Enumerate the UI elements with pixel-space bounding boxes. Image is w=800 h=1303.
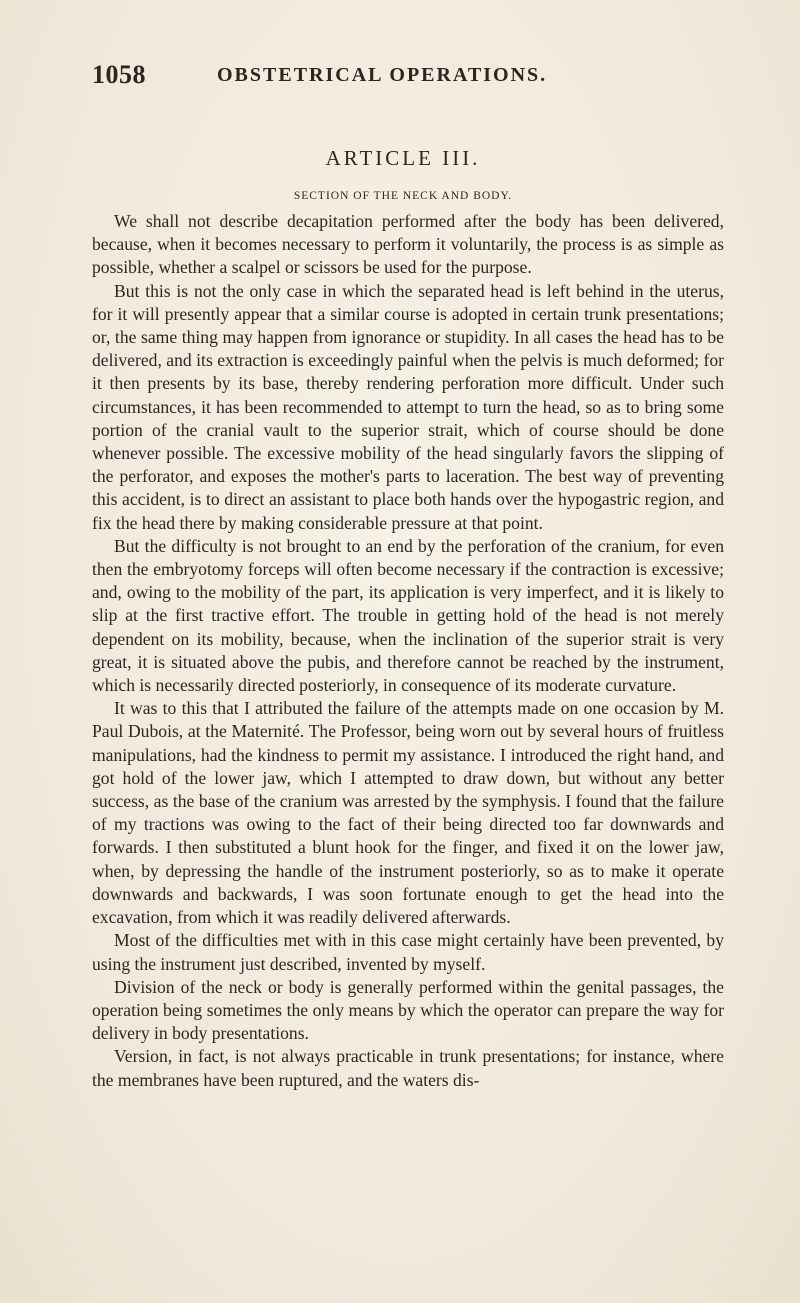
paragraph-4: It was to this that I attributed the failure of the attempts made on one occasion by M. Paul Dubois, at the Maternité. The Professor, being worn out by several hours of fruitless manipulations, had the kindness to permit my assistance. I introduced the right hand, and got hold of the lower jaw, which I attempted to draw down, but without any better success, as the base of the cranium was arrested by the symphysis. I found that the failure of my tractions was owing to the fact of their being directed too far downwards and forwards. I then substituted a blunt hook for the finger, and fixed it on the lower jaw, when, by depressing the handle of the instrument posteriorly, so as to make it operate downwards and backwards, I was soon fortunate enough to get the head into the excavation, from which it was readily delivered afterwards.	[92, 698, 724, 928]
running-head	[92, 60, 722, 100]
body-text	[92, 210, 724, 1092]
page-number: 1058	[92, 60, 146, 89]
paragraph-1: We shall not describe decapitation performed after the body has been delivered, because, when it becomes necessary to perform it voluntarily, the process is as simple as possible, whether a scalpel or scissors be used for the purpose.	[92, 211, 724, 278]
paragraph-7: Version, in fact, is not always practicable in trunk presentations; for instance, where the membranes have been ruptured, and the waters dis-	[92, 1046, 724, 1090]
paragraph-2: But this is not the only case in which the separated head is left behind in the uterus, for it will presently appear that a similar course is adopted in certain trunk presentations; or, the same thing may happen from ignorance or stupidity. In all cases the head has to be delivered, and its extraction is exceedingly painful when the pelvis is much deformed; for it then presents by its base, thereby rendering perforation more difficult. Under such circumstances, it has been recommended to attempt to turn the head, so as to bring some portion of the cranial vault to the superior strait, which of course should be done whenever possible. The excessive mobility of the head singularly favors the slipping of the perforator, and exposes the mother's parts to laceration. The best way of preventing this accident, is to direct an assistant to place both hands over the hypogastric region, and fix the head there by making considerable pressure at that point.	[92, 280, 724, 533]
running-title: OBSTETRICAL OPERATIONS.	[217, 64, 548, 86]
paragraph-6: Division of the neck or body is generally performed within the genital passages, the operation being sometimes the only means by which the operator can prepare the way for delivery in body presentations.	[92, 976, 724, 1044]
section-title: SECTION OF THE NECK AND BODY.	[293, 190, 513, 202]
paragraph-3: But the difficulty is not brought to an end by the perforation of the cranium, for even then the embryotomy forceps will often become necessary if the contraction is excessive; and, owing to the mobility of the part, its application is very imperfect, and it is likely to slip at the first tractive effort. The trouble in getting hold of the head is not merely dependent on its mobility, because, when the inclination of the superior strait is very great, it is situated above the pubis, and therefore cannot be reached by the instrument, which is necessarily directed posteriorly, in consequence of its moderate curvature.	[92, 535, 724, 696]
article-title: ARTICLE III.	[325, 146, 481, 170]
paragraph-5: Most of the difficulties met with in this case might certainly have been prevented, by using the instrument just described, invented by myself.	[92, 930, 724, 974]
